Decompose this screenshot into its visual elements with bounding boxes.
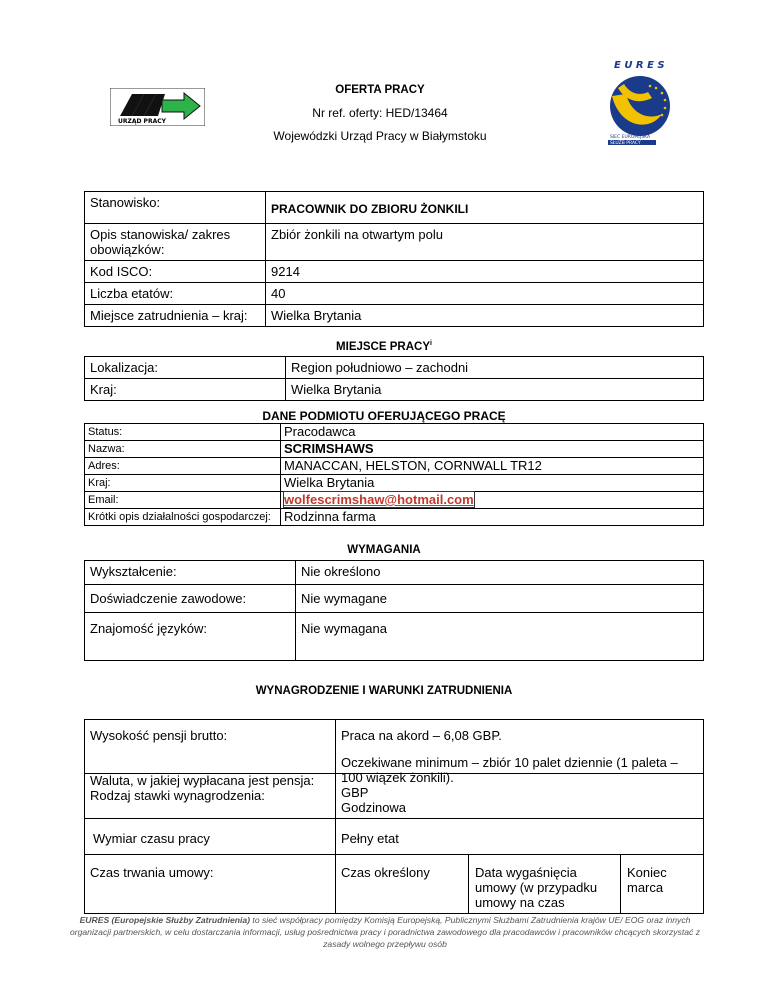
requirements-value: Nie wymagana <box>296 613 704 661</box>
salary-hours-label: Wymiar czasu pracy <box>85 819 336 855</box>
place-table <box>84 356 704 401</box>
footer <box>60 914 710 950</box>
table-row <box>85 855 704 914</box>
place-section-title <box>0 340 768 353</box>
job-label: Liczba etatów: <box>85 283 266 305</box>
salary-duration-label: Czas trwania umowy: <box>85 855 336 914</box>
employer-label: Adres: <box>85 458 281 475</box>
employer-section-title: DANE PODMIOTU OFERUJĄCEGO PRACĘ <box>262 409 506 423</box>
salary-currency-label: Waluta, w jakiej wypłacana jest pensja: <box>90 773 315 788</box>
eures-logo-sub2: SŁUŻB PRACY <box>610 141 641 146</box>
table-row <box>85 720 704 819</box>
job-value: 40 <box>266 283 704 305</box>
salary-gross-label: Wysokość pensji brutto: <box>85 720 336 819</box>
table-row <box>85 475 704 492</box>
table-row <box>85 305 704 327</box>
employer-table <box>84 423 704 526</box>
urzad-pracy-logo-text: URZĄD PRACY <box>118 118 166 125</box>
table-row <box>85 441 704 458</box>
table-row <box>85 192 704 224</box>
footer-text: to sieć współpracy pomiędzy Komisją Europejską, Publicznymi Służbami Zatrudnienia krajów UE/ EOG oraz innych organizacji partnerskich, w celu dostarczania informacji, usług pośrednictwa pracy i poradnictwa zawodowego dla pracodawców i pracowników chcących skorzystać z zasady wolnego przepływu osób <box>69 915 701 949</box>
table-row <box>85 424 704 441</box>
salary-rate-value: Godzinowa <box>341 800 407 815</box>
employer-value: Rodzinna farma <box>281 509 704 526</box>
employer-label: Krótki opis działalności gospodarczej: <box>85 509 281 526</box>
job-value: Zbiór żonkili na otwartym polu <box>266 224 704 261</box>
salary-gross-cell <box>336 720 704 819</box>
table-row <box>85 283 704 305</box>
salary-expiry-value: Koniec marca <box>621 855 704 914</box>
place-value: Wielka Brytania <box>286 379 704 401</box>
table-row <box>85 819 704 855</box>
requirements-value: Nie wymagane <box>296 585 704 613</box>
page-title: OFERTA PRACY <box>335 84 425 96</box>
job-value: Wielka Brytania <box>266 305 704 327</box>
requirements-label: Doświadczenie zawodowe: <box>85 585 296 613</box>
table-row <box>85 492 704 509</box>
job-label: Miejsce zatrudnienia – kraj: <box>85 305 266 327</box>
table-row <box>85 458 704 475</box>
salary-section-title: WYNAGRODZENIE I WARUNKI ZATRUDNIENIA <box>255 685 513 697</box>
place-value: Region południowo – zachodni <box>286 357 704 379</box>
table-row <box>85 379 704 401</box>
employer-label: Email: <box>85 492 281 509</box>
salary-left-labels <box>90 773 326 803</box>
salary-divider <box>84 773 704 774</box>
employer-email-link[interactable]: wolfescrimshaw@hotmail.com <box>284 492 474 507</box>
salary-hours-value: Pełny etat <box>336 819 704 855</box>
salary-rate-label: Rodzaj stawki wynagrodzenia: <box>90 788 265 803</box>
requirements-label: Wykształcenie: <box>85 561 296 585</box>
job-label: Stanowisko: <box>85 192 266 224</box>
employer-value: MANACCAN, HELSTON, CORNWALL TR12 <box>281 458 704 475</box>
employer-value: SCRIMSHAWS <box>281 441 704 458</box>
job-value: PRACOWNIK DO ZBIORU ŻONKILI <box>266 192 704 224</box>
table-row <box>85 357 704 379</box>
salary-gross-note: Oczekiwane minimum – zbiór 10 palet dziennie (1 paleta – 100 wiązek żonkili). <box>341 755 678 785</box>
place-title-text: MIEJSCE PRACY <box>336 340 430 353</box>
place-label: Kraj: <box>85 379 286 401</box>
office-name: Wojewódzki Urząd Pracy w Białymstoku <box>273 129 487 143</box>
employer-label: Nazwa: <box>85 441 281 458</box>
salary-expiry-label: Data wygaśnięcia umowy (w przypadku umowy na czas <box>469 855 621 914</box>
job-value: 9214 <box>266 261 704 283</box>
requirements-value: Nie określono <box>296 561 704 585</box>
job-table <box>84 191 704 327</box>
table-row <box>85 509 704 526</box>
employer-label: Kraj: <box>85 475 281 492</box>
table-row <box>85 224 704 261</box>
urzad-pracy-logo <box>110 88 205 126</box>
eures-logo <box>600 58 680 146</box>
table-row <box>85 261 704 283</box>
eures-logo-sub1: SIEĆ EUROPEJSKA <box>610 135 651 140</box>
requirements-section-title: WYMAGANIA <box>347 544 421 556</box>
job-label: Kod ISCO: <box>85 261 266 283</box>
requirements-label: Znajomość języków: <box>85 613 296 661</box>
salary-table <box>84 719 704 914</box>
employer-value: Pracodawca <box>281 424 704 441</box>
offer-ref: Nr ref. oferty: HED/13464 <box>312 106 448 120</box>
place-label: Lokalizacja: <box>85 357 286 379</box>
employer-label: Status: <box>85 424 281 441</box>
table-row <box>85 561 704 585</box>
employer-value: Wielka Brytania <box>281 475 704 492</box>
salary-duration-value: Czas określony <box>336 855 469 914</box>
footer-bold: EURES (Europejskie Służby Zatrudnienia) <box>79 915 251 925</box>
place-title-sup: i <box>429 340 432 347</box>
table-row <box>85 585 704 613</box>
eures-logo-title: E U R E S <box>614 60 665 71</box>
requirements-table <box>84 560 704 661</box>
salary-gross-value: Praca na akord – 6,08 GBP. <box>341 728 502 743</box>
salary-currency-value: GBP <box>341 785 369 800</box>
table-row <box>85 613 704 661</box>
job-label: Opis stanowiska/ zakres obowiązków: <box>85 224 266 261</box>
